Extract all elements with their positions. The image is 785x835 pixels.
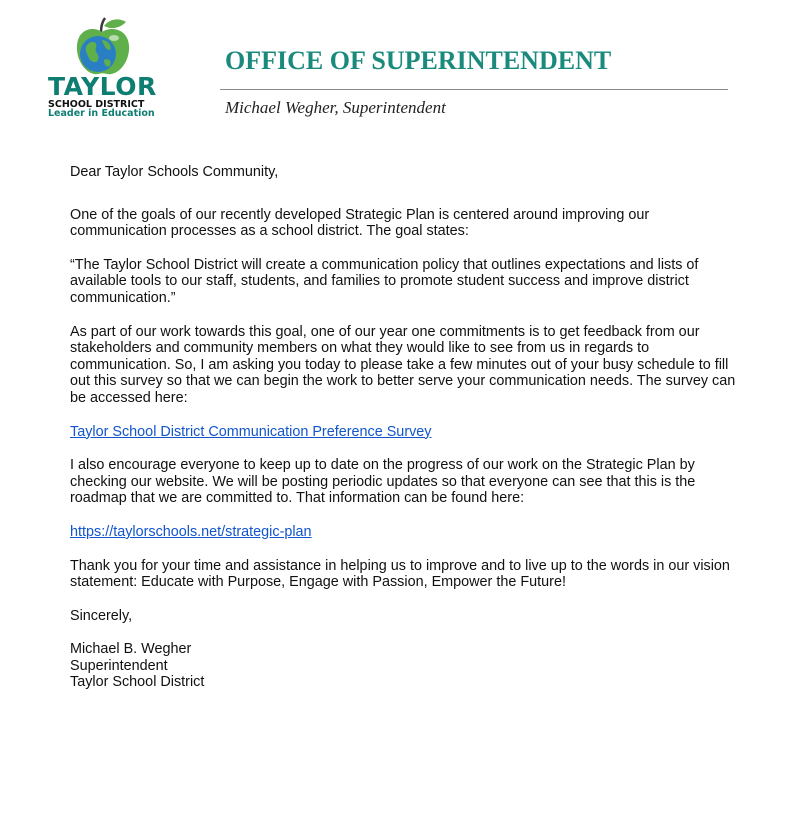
strategic-plan-link[interactable]: https://taylorschools.net/strategic-plan bbox=[70, 523, 312, 540]
paragraph-strategic-plan: I also encourage everyone to keep up to date on the progress of our work on the Strategic Plan by checking our website. We will be posting periodic updates so that everyone can see that this is the roadmap that we are committed to. That information can be found here: bbox=[70, 457, 696, 507]
superintendent-line: Michael Wegher, Superintendent bbox=[225, 98, 446, 117]
logo-tagline: Leader in Education bbox=[48, 108, 155, 119]
signature-name: Michael B. Wegher bbox=[70, 641, 192, 658]
greeting: Dear Taylor Schools Community, bbox=[70, 164, 279, 180]
letter-body bbox=[70, 164, 740, 691]
logo-name: TAYLOR bbox=[48, 72, 157, 101]
paragraph-goal-intro: One of the goals of our recently developed Strategic Plan is centered around improving our communication processes as a school district. The goal states: bbox=[70, 206, 650, 240]
paragraph-survey-request: As part of our work towards this goal, one of our year one commitments is to get feedback from our stakeholders and community members on what they would like to see from us in regards to communication. So, I am asking you today to please take a few minutes out of your busy schedule to fill out this survey so that we can begin the work to better serve your communication needs. The survey can be accessed here: bbox=[70, 323, 736, 406]
survey-link[interactable]: Taylor School District Communication Preference Survey bbox=[70, 423, 432, 440]
header-divider bbox=[220, 89, 728, 90]
district-logo bbox=[46, 16, 160, 118]
closing: Sincerely, bbox=[70, 607, 133, 624]
goal-quote: “The Taylor School District will create a communication policy that outlines expectations and lists of available tools to our staff, students, and families to promote student success and improve district communication.” bbox=[70, 256, 699, 306]
signature-title: Superintendent bbox=[70, 657, 168, 674]
office-title: OFFICE OF SUPERINTENDENT bbox=[225, 46, 612, 75]
logo-subtitle: SCHOOL DISTRICT bbox=[48, 99, 145, 110]
signature-organization: Taylor School District bbox=[70, 674, 205, 691]
paragraph-thanks: Thank you for your time and assistance in helping us to improve and to live up to the words in our vision statement: Educate with Purpose, Engage with Passion, Empower the Future! bbox=[70, 557, 730, 591]
apple-globe-icon bbox=[74, 16, 132, 78]
